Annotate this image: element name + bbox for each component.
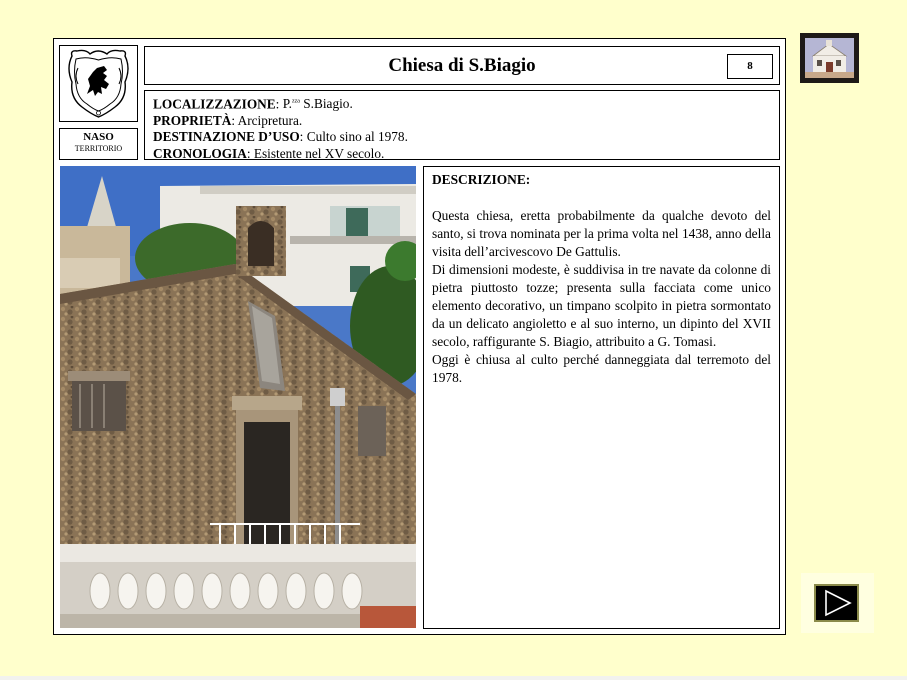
description-paragraph: Di dimensioni modeste, è suddivisa in tre navate da colonne di pietra piuttosto tozze; presenta sulla facciata come unico elemento decorativo, un timpano scolpito in pietra sormontato da un delicato angioletto e al suo interno, un dipinto del XVII secolo, raffigurante S. Biagio, attribuito a G. Tomasi. [432, 262, 771, 349]
next-page-button-area [801, 573, 874, 633]
description-paragraph: Questa chiesa, eretta probabilmente da qualche devoto del santo, si trova nominata per la prima volta nel 1438, anno della visita dell’arcivescovo De Gattulis. [432, 208, 771, 259]
home-button[interactable] [800, 33, 859, 83]
info-card [53, 38, 786, 635]
church-thumbnail-icon [805, 38, 854, 78]
ownership-label: PROPRIETÀ [153, 112, 232, 128]
municipality-name: NASO [83, 131, 114, 143]
chronology-row: CRONOLOGIA: Esistente nel XV secolo. [153, 145, 385, 161]
church-photo [60, 166, 416, 628]
localization-value: P.$^{zza}$ S.Biagio. [282, 96, 353, 112]
chronology-value: Esistente nel XV secolo. [253, 145, 385, 161]
ownership-row: PROPRIETÀ: Arcipretura. [153, 112, 303, 128]
municipality-box [59, 128, 138, 160]
municipality-subtitle: TERRITORIO [74, 144, 123, 153]
use-label: DESTINAZIONE D’USO [153, 129, 300, 145]
page-number: 8 [727, 54, 773, 79]
page-title: Chiesa di S.Biagio [388, 55, 536, 76]
ownership-value: Arcipretura. [237, 112, 303, 128]
title-box [144, 46, 780, 85]
naso-coat-of-arms-icon [60, 46, 137, 121]
use-value: Culto sino al 1978. [306, 129, 408, 145]
description-paragraph: Oggi è chiusa al culto perché danneggiata dal terremoto del 1978. [432, 352, 771, 385]
description-box [423, 166, 780, 629]
church-photo-image [60, 166, 416, 628]
localization-row: LOCALIZZAZIONE: P.$^{zza}$ S.Biagio. [153, 96, 353, 112]
description-heading: DESCRIZIONE: [432, 172, 531, 187]
play-triangle-icon [816, 586, 857, 620]
next-page-button[interactable] [814, 584, 859, 622]
bottom-strip [0, 676, 907, 680]
info-box [144, 90, 780, 160]
use-row: DESTINAZIONE D’USO: Culto sino al 1978. [153, 129, 408, 145]
chronology-label: CRONOLOGIA [153, 145, 247, 161]
localization-label: LOCALIZZAZIONE [153, 96, 276, 112]
crest-box [59, 45, 138, 122]
